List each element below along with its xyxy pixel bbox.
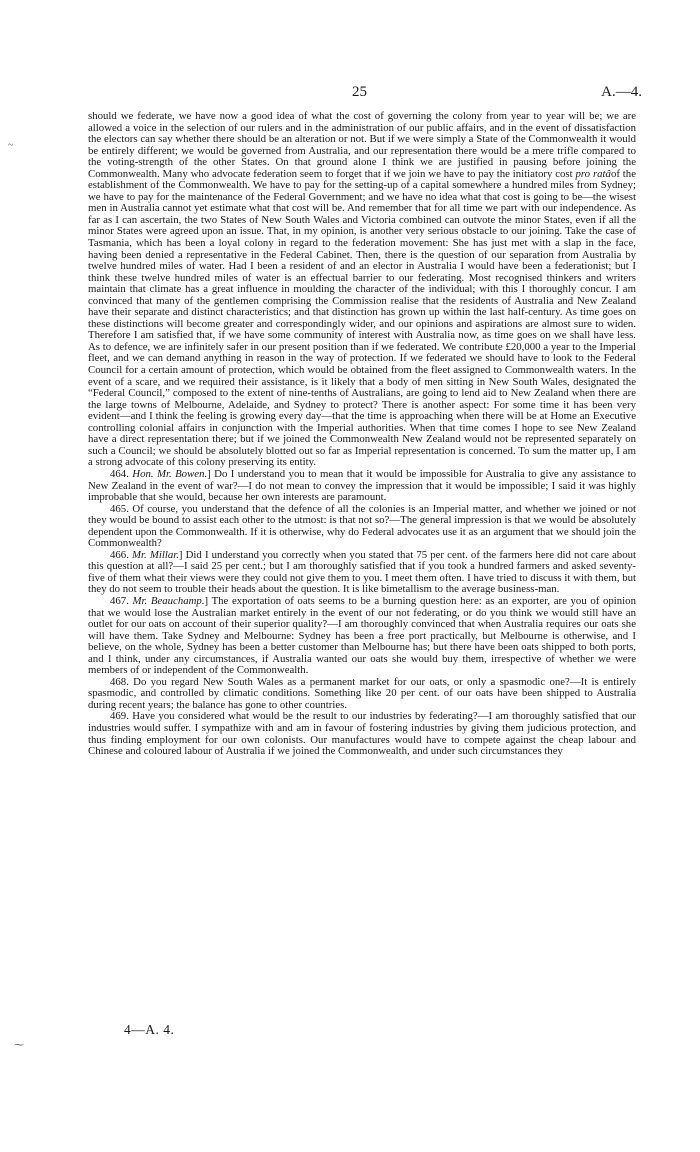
page-number: 25 bbox=[352, 84, 367, 100]
margin-mark-icon: ⁓ bbox=[14, 1040, 24, 1051]
paragraph-465: 465. Of course, you understand that the defence of all the colonies is an Imperial matter, and whether we joined or not they would be bound to assist each other to the utmost: is that not so?—The general impression is that we would be absolutely dependent upon the Commonwealth. If it is otherwise, why do Federal advocates use it as an argument that we should join the Commonwealth? bbox=[88, 502, 636, 550]
paragraph-468: 468. Do you regard New South Wales as a permanent market for our oats, or only a spasmodic one?—It is entirely spasmodic, and controlled by climatic conditions. Something like 20 per cent. of our oats have been shipped to Australia during recent years; the balance has gone to other countries. bbox=[88, 675, 636, 711]
margin-mark-icon: ~ bbox=[8, 140, 14, 151]
paragraph-467: 467. Mr. Beauchamp.] The exportation of oats seems to be a burning question here: as an exporter, are you of opinion that we would lose the Australian market entirely in the event of our not federating, or do you think we would still have an outlet for our oats on account of their superior quality?—I am thoroughly convinced that when Australia requires our oats she will have them. Take Sydney and Melbourne: Sydney has been a free port practically, but Melbourne is otherwise, and I believe, on the whole, Sydney has been a better customer than Melbourne has; but there have been oats shipped to both ports, and I think, under any circumstances, if Australia wanted our oats she would buy them, irrespective of whether we were members of or independent of the Commonwealth. bbox=[88, 594, 636, 677]
pro-rata-italic: pro ratâ bbox=[575, 167, 611, 180]
document-body bbox=[88, 111, 636, 758]
page-reference: A.—4. bbox=[601, 84, 642, 100]
footer-signature: 4—A. 4. bbox=[124, 1022, 175, 1037]
paragraph-469: 469. Have you considered what would be the result to our industries by federating?—I am thoroughly satisfied that our industries would suffer. I sympathize with and am in favour of fostering industries by giving them judicious protection, and thus finding employment for our own colonists. Our manufactures would have to compete against the cheap labour and Chinese and coloured labour of Australia if we joined the Commonwealth, and under such circumstances they bbox=[88, 710, 636, 758]
paragraph-466: 466. Mr. Millar.] Did I understand you correctly when you stated that 75 per cent. of the farmers here did not care about this question at all?—I said 25 per cent.; but I am thoroughly satisfied that if you took a hundred farmers and asked seventy-five of them what their views were they could not give them to you. I meet them often. I have tried to discuss it with them, but they do not seem to trouble their heads about the question. It is like bimetallism to the average business-man. bbox=[88, 548, 636, 596]
speaker-name: Mr. Millar. bbox=[132, 548, 179, 561]
speaker-name: Mr. Beauchamp. bbox=[132, 594, 205, 607]
paragraph-464: 464. Hon. Mr. Bowen.] Do I understand you to mean that it would be impossible for Australia to give any assistance to New Zealand in the event of war?—I do not mean to convey the impression that it would be impossible; I said it was highly improbable that she would, because her own interests are paramount. bbox=[88, 467, 637, 504]
speaker-name: Hon. Mr. Bowen. bbox=[132, 467, 208, 480]
paragraph-continued: should we federate, we have now a good idea of what the cost of governing the colony from year to year will be; we are allowed a voice in the selection of our rulers and in the administration of our public affairs, and in the event of dissatisfaction the electors can say whether there should be an alteration or not. But if we were simply a State of the Commonwealth it would be entirely different; we would be governed from Australia, and our representation there would be a mere trifle compared to the voting-strength of the other States. On that ground alone I think we are justified in pausing before joining the Commonwealth. Many who advocate federation seem to forget that if we join we have to pay the initiatory cost pro ratâof the establishment of the Commonwealth. We have to pay for the setting-up of a capital somewhere a hundred miles from Sydney; we have to pay for the maintenance of the Federal Government; and we have no idea what that cost is going to be—the wisest men in Australia cannot yet estimate what that cost will be. And remember that for all time we part with our independence. As far as I can ascertain, the two States of New South Wales and Victoria combined can outvote the minor States, even if all the minor States were agreed upon an issue. That, in my opinion, is another very serious obstacle to our joining. Take the case of Tasmania, which has been a loyal colony in regard to the federation movement: She has just met with a slap in the face, having been denied a representative in the Federal Cabinet. Then, there is the question of our separation from Australia by twelve hundred miles of water. Had I been a resident of and an elector in Australia I would have been a federationist; but I think these twelve hundred miles of water is an effectual barrier to our federating. Most recognised thinkers and writers maintain that climate has a great influence in moulding the character of the individual; with this I thoroughly concur. I am convinced that many of the gentlemen comprising the Commission realise that the residents of Australia and New Zealand have their separate and distinct characteristics; and that distinction has grown up within the last half-century. As time goes on these distinctions will become greater and correspondingly wider, and our opinions and aspirations are almost sure to widen. Therefore I am satisfied that, if we have some community of interest with Australia now, as time goes on we shall have less. As to defence, we are infinitely safer in our present position than if we federated. We contribute £20,000 a year to the Imperial fleet, and we can demand anything in reason in the way of protection. If we federated we should have to look to the Federal Council for a certain amount of protection, which would be obtained from the fleet assigned to Commonwealth waters. In the event of a scare, and we required their assistance, is it likely that a body of men sitting in New South Wales, designated the “Federal Council,” composed to the extent of nine-tenths of Australians, are going to lend aid to New Zealand when there are the large towns of Melbourne, Adelaide, and Sydney to protect? There is another aspect: For some time it has been very evident—and I think the feeling is growing every day—that the time is approaching when there will be at Home an Executive controlling colonial affairs in conjunction with the Imperial authorities. When that time comes I hope to see New Zealand have a direct representation there; but if we joined the Commonwealth New Zealand would not be represented separately on such a Council; we should be absolutely blotted out so far as Imperial representation is concerned. To sum the matter up, I am a strong advocate of this colony preserving its entity. bbox=[88, 110, 637, 469]
